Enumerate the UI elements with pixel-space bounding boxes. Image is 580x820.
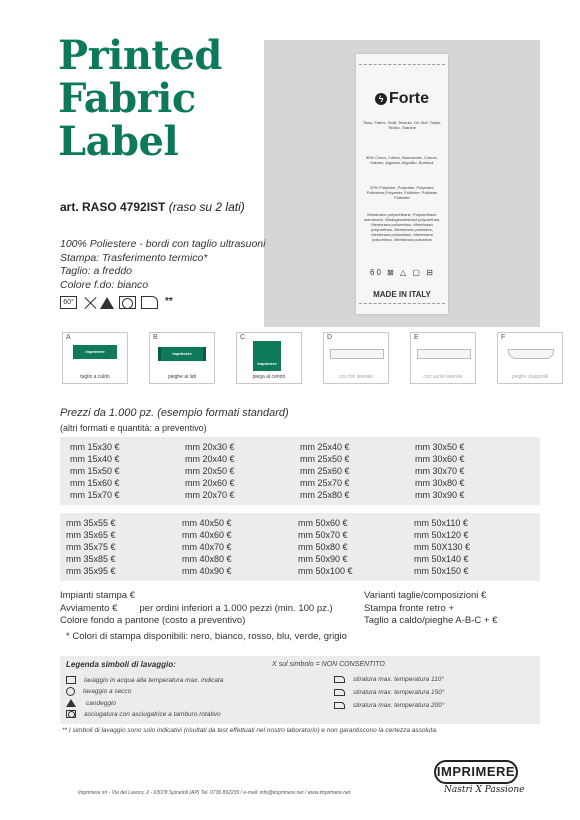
format-c	[236, 332, 302, 384]
iron-icon	[141, 296, 158, 309]
format-e-letter: E	[414, 334, 419, 341]
logo-tagline: Nastri X Passione	[444, 785, 525, 795]
care-disclaimer: ** I simboli di lavaggio sono solo indicativi (risultati da test effettuati nel nostro laboratorio) e non garantiscono la certezza assoluta.	[62, 727, 438, 734]
price-cell: mm 50x80 €	[298, 542, 348, 552]
label-brand-text: Forte	[389, 90, 429, 107]
format-f-letter: F	[501, 334, 506, 341]
legend-dry-clean	[66, 687, 131, 696]
price-cell: mm 50x150 €	[414, 566, 469, 576]
wash-60-icon: 60°	[60, 296, 77, 309]
price-cell: mm 50x110 €	[414, 518, 468, 528]
prices-subtitle: (altri formati e quantità: a preventivo)	[60, 423, 207, 433]
label-care-symbols: 60 ⊠ △ ▢ ⊟	[370, 268, 435, 277]
format-e-shape	[417, 349, 471, 359]
price-cell: mm 35x65 €	[66, 530, 116, 540]
format-d-caption: con fori laterale	[338, 374, 374, 380]
print-colors-note: * Colori di stampa disponibili: nero, bianco, rosso, blu, verde, grigio	[66, 631, 347, 642]
tumble-dry-icon	[66, 710, 76, 718]
spec-material: 100% Poliestere - bordi con taglio ultrasuoni	[60, 238, 266, 250]
price-cell: mm 25x60 €	[300, 466, 350, 476]
spec-bg-color: Colore f.do: bianco	[60, 278, 149, 291]
format-b	[149, 332, 215, 384]
price-cell: mm 40x80 €	[182, 554, 232, 564]
label-text-polyester: 20% Polyester, Polyester, Polyester, Poliestere,Polyester, Poliéster, Poliéster Poliester	[366, 185, 438, 200]
price-cell: mm 15x50 €	[70, 466, 120, 476]
price-cell: mm 20x30 €	[185, 442, 235, 452]
format-e-caption: con asole laterale	[423, 374, 463, 380]
format-e	[410, 332, 476, 384]
bleach-icon	[100, 297, 114, 309]
price-cell: mm 25x40 €	[300, 442, 350, 452]
spec-cut: Taglio: a freddo	[60, 265, 132, 277]
price-cell: mm 40x70 €	[182, 542, 232, 552]
spec-list	[60, 238, 265, 292]
pantone-bg-cost: Colore fondo a pantone (costo a preventivo)	[60, 615, 246, 626]
format-b-letter: B	[153, 334, 158, 341]
article-note: (raso su 2 lati)	[168, 200, 245, 214]
print-plants-cost: Impianti stampa €	[60, 590, 135, 601]
page-title	[58, 34, 222, 163]
format-f-caption: pieghe diagonali	[511, 374, 549, 380]
price-cell: mm 25x80 €	[300, 490, 350, 500]
format-a	[62, 332, 128, 384]
price-cell: mm 40x90 €	[182, 566, 232, 576]
label-text-cotton: 80% Coton, Cotton, Baumwolle, Cotone, Katoen, Algodón, Algodão, Bombaž	[366, 155, 438, 165]
format-d-letter: D	[327, 334, 333, 341]
title-line-2: Fabric	[58, 75, 196, 122]
tumble-dry-icon	[119, 296, 136, 309]
legend-wash-text: lavaggio in acqua alla temperatura max. indicata	[84, 676, 224, 684]
price-cell: mm 15x70 €	[70, 490, 120, 500]
price-cell: mm 50x70 €	[298, 530, 348, 540]
legend-tumble	[66, 710, 221, 718]
iron-200-icon	[334, 702, 345, 709]
price-cell: mm 40x60 €	[182, 530, 232, 540]
legend-iron-150-text: stiratura max. temperatura 150°	[353, 689, 445, 696]
price-cell: mm 30x50 €	[415, 442, 465, 452]
format-b-swatch: imprimere	[158, 347, 206, 361]
bleach-icon	[66, 699, 76, 707]
legend-iron-200-text: stiratura max. temperatura 200°	[353, 702, 445, 709]
prices-title: Prezzi da 1.000 pz. (esempio formati standard)	[60, 407, 289, 419]
iron-110-icon	[334, 676, 345, 683]
company-footer: Imprimere srl - Via del Lavoro, 2 - 63078 Spinetoli (AP) Tel. 0736 892239 / e-mail: info@imprimere.net / www.imprimere.net	[78, 790, 351, 796]
no-dry-clean-icon	[82, 296, 95, 309]
format-d-shape	[330, 349, 384, 359]
price-cell: mm 35x75 €	[66, 542, 116, 552]
price-cell: mm 15x60 €	[70, 478, 120, 488]
legend-title: Legenda simboli di lavaggio:	[66, 660, 176, 669]
price-cell: mm 30x60 €	[415, 454, 465, 464]
price-cell: mm 40x50 €	[182, 518, 232, 528]
stitch-line-top	[359, 64, 445, 65]
price-grid-1	[70, 442, 530, 501]
price-cell: mm 50x120 €	[414, 530, 469, 540]
price-cell: mm 30x90 €	[415, 490, 465, 500]
format-b-caption: pieghe ai lati	[167, 374, 197, 380]
legend-not-allowed-note: X sul simbolo = NON CONSENTITO	[272, 661, 385, 668]
bolt-icon: ϟ	[375, 93, 387, 105]
format-c-letter: C	[240, 334, 246, 341]
wash-icon	[66, 676, 76, 684]
price-cell: mm 35x85 €	[66, 554, 116, 564]
extras-right	[364, 590, 497, 628]
format-f-shape	[508, 349, 554, 359]
title-line-3: Label	[58, 118, 179, 165]
price-grid-2	[66, 518, 530, 577]
imprimere-logo	[430, 752, 525, 802]
label-text-fabric: Tissu, Fabric, Stoff, Tessuto, De Stof, Tejido, Tecido, Tkanine	[362, 120, 442, 130]
price-cell: mm 25x70 €	[300, 478, 350, 488]
dry-clean-icon	[66, 687, 75, 696]
format-a-swatch: imprimere	[73, 345, 117, 359]
title-line-1: Printed	[58, 32, 222, 79]
legend-iron-110	[334, 676, 444, 683]
price-cell: mm 20x50 €	[185, 466, 235, 476]
size-variants-cost: Varianti taglie/composizioni €	[364, 590, 487, 601]
price-cell: mm 20x70 €	[185, 490, 235, 500]
format-d	[323, 332, 389, 384]
price-cell: mm 50x90 €	[298, 554, 348, 564]
setup-cost	[60, 603, 333, 616]
care-icons	[60, 296, 173, 309]
setup-note: per ordini inferiori a 1.000 pezzi (min. 100 pz.)	[139, 602, 333, 614]
legend-iron-150	[334, 689, 444, 696]
fabric-label-sample	[356, 54, 448, 314]
legend-tumble-text: asciugatura con asciugatrice a tamburo rotativo	[84, 710, 221, 718]
article-line	[60, 200, 245, 214]
setup-label: Avviamento €	[60, 602, 118, 614]
format-c-swatch: imprimere	[253, 341, 281, 371]
price-cell: mm 15x40 €	[70, 454, 120, 464]
format-a-caption: taglio a caldo	[80, 374, 110, 380]
format-a-letter: A	[66, 334, 71, 341]
legend-bleach-text: candeggio	[86, 699, 116, 707]
legend-wash	[66, 676, 223, 684]
spec-print: Stampa: Trasferimento termico*	[60, 251, 208, 264]
price-cell: mm 35x55 €	[66, 518, 116, 528]
format-f	[497, 332, 563, 384]
price-cell: mm 30x80 €	[415, 478, 465, 488]
label-made-in: MADE IN ITALY	[373, 290, 431, 299]
hot-cut-cost: Taglio a caldo/pieghe A-B-C + €	[364, 615, 498, 626]
legend-bleach	[66, 699, 116, 707]
logo-wordmark: IMPRIMERE	[434, 760, 518, 784]
price-cell: mm 20x40 €	[185, 454, 235, 464]
extras-left	[60, 590, 333, 628]
price-cell: mm 15x30 €	[70, 442, 120, 452]
price-cell: mm 25x50 €	[300, 454, 350, 464]
article-code: art. RASO 4792IST	[60, 200, 166, 214]
format-options	[62, 332, 563, 384]
legend-iron-200	[334, 702, 444, 709]
price-cell: mm 50x140 €	[414, 554, 469, 564]
price-cell: mm 50x60 €	[298, 518, 348, 528]
price-cell: mm 30x70 €	[415, 466, 465, 476]
wash-symbol-legend	[60, 656, 540, 724]
legend-dry-clean-text: lavaggio a secco	[83, 688, 132, 695]
price-cell: mm 50X130 €	[414, 542, 471, 552]
label-brand	[366, 90, 438, 108]
care-footnote-mark: **	[165, 296, 173, 307]
front-back-cost: Stampa fronte retro +	[364, 602, 455, 614]
price-cell: mm 50x100 €	[298, 566, 353, 576]
label-text-membrane: Membrane polyuréthane, Polyurethane membrane, Bindegewebshaut polyurethan, Membrana poliuretano, Membraan polyurethan, Membrana poliestere, Membrana poliuretano, Membrana poliuretano, Membrana poliuretan	[363, 212, 441, 242]
price-cell: mm 20x60 €	[185, 478, 235, 488]
product-photo	[264, 40, 540, 327]
iron-150-icon	[334, 689, 345, 696]
format-c-caption: piega al centro	[252, 374, 286, 380]
stitch-line-bottom	[359, 303, 445, 304]
price-cell: mm 35x95 €	[66, 566, 116, 576]
legend-iron-110-text: stiratura max. temperatura 110°	[353, 676, 444, 683]
